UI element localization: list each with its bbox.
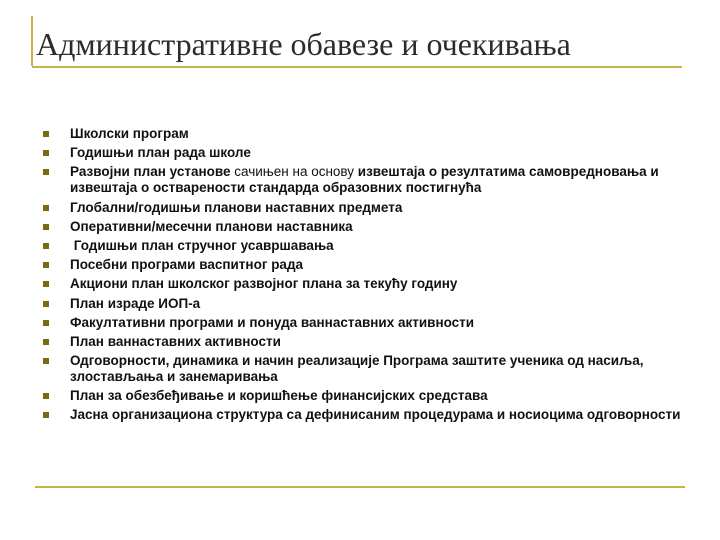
list-item [40, 315, 700, 331]
list-item-text: Годишњи план рада школе [70, 145, 251, 161]
list-item [40, 353, 700, 385]
obligations-list [40, 126, 700, 427]
square-bullet-icon [43, 320, 49, 326]
list-item [40, 257, 700, 273]
list-item-text-bold: извештаја о резултатима самовредновања и извештаја о остварености стандарда образовних постигнућа [70, 164, 659, 196]
square-bullet-icon [43, 205, 49, 211]
list-item [40, 407, 700, 423]
title-underline [32, 66, 682, 68]
square-bullet-icon [43, 393, 49, 399]
footer-line [35, 486, 685, 488]
square-bullet-icon [43, 224, 49, 230]
slide-title: Административне обавезе и очекивања [36, 26, 571, 62]
list-item-text: Одговорности, динамика и начин реализације Програма заштите ученика од насиља, злостављања и занемаривања [70, 353, 644, 385]
list-item-text: Оперативни/месечни планови наставника [70, 218, 353, 234]
list-item [40, 126, 700, 142]
list-item [40, 388, 700, 404]
square-bullet-icon [43, 281, 49, 287]
square-bullet-icon [43, 169, 49, 175]
list-item-text: Глобални/годишњи планови наставних предмета [70, 199, 403, 215]
square-bullet-icon [43, 150, 49, 156]
title-accent-vertical-line [31, 16, 33, 66]
list-item [40, 296, 700, 312]
square-bullet-icon [43, 358, 49, 364]
list-item [40, 200, 700, 216]
square-bullet-icon [43, 301, 49, 307]
list-item [40, 334, 700, 350]
list-item [40, 276, 700, 292]
list-item-text: Годишњи план стручног усавршавања [70, 237, 334, 253]
list-item-text: План за обезбеђивање и коришћење финансијских средстава [70, 388, 488, 404]
list-item-text-bold: Развојни план установе [70, 164, 235, 180]
square-bullet-icon [43, 262, 49, 268]
list-item [40, 238, 700, 254]
list-item-text: Јасна организациона структура са дефинисаним процедурама и носиоцима одговорности [70, 407, 681, 423]
square-bullet-icon [43, 131, 49, 137]
list-item-text: Факултативни програми и понуда ваннаставних активности [70, 314, 475, 330]
square-bullet-icon [43, 243, 49, 249]
list-item-text: Посебни програми васпитног рада [70, 257, 304, 273]
list-item-text-normal: сачињен на основу [234, 164, 355, 180]
square-bullet-icon [43, 412, 49, 418]
list-item-text: План ваннаставних активности [70, 333, 281, 349]
list-item-text: План израде ИОП-а [70, 295, 201, 311]
list-item [40, 164, 700, 196]
list-item-text: Акциони план школског развојног плана за текућу годину [70, 276, 458, 292]
list-item [40, 145, 700, 161]
square-bullet-icon [43, 339, 49, 345]
list-item [40, 219, 700, 235]
list-item-text: Школски програм [70, 126, 189, 141]
